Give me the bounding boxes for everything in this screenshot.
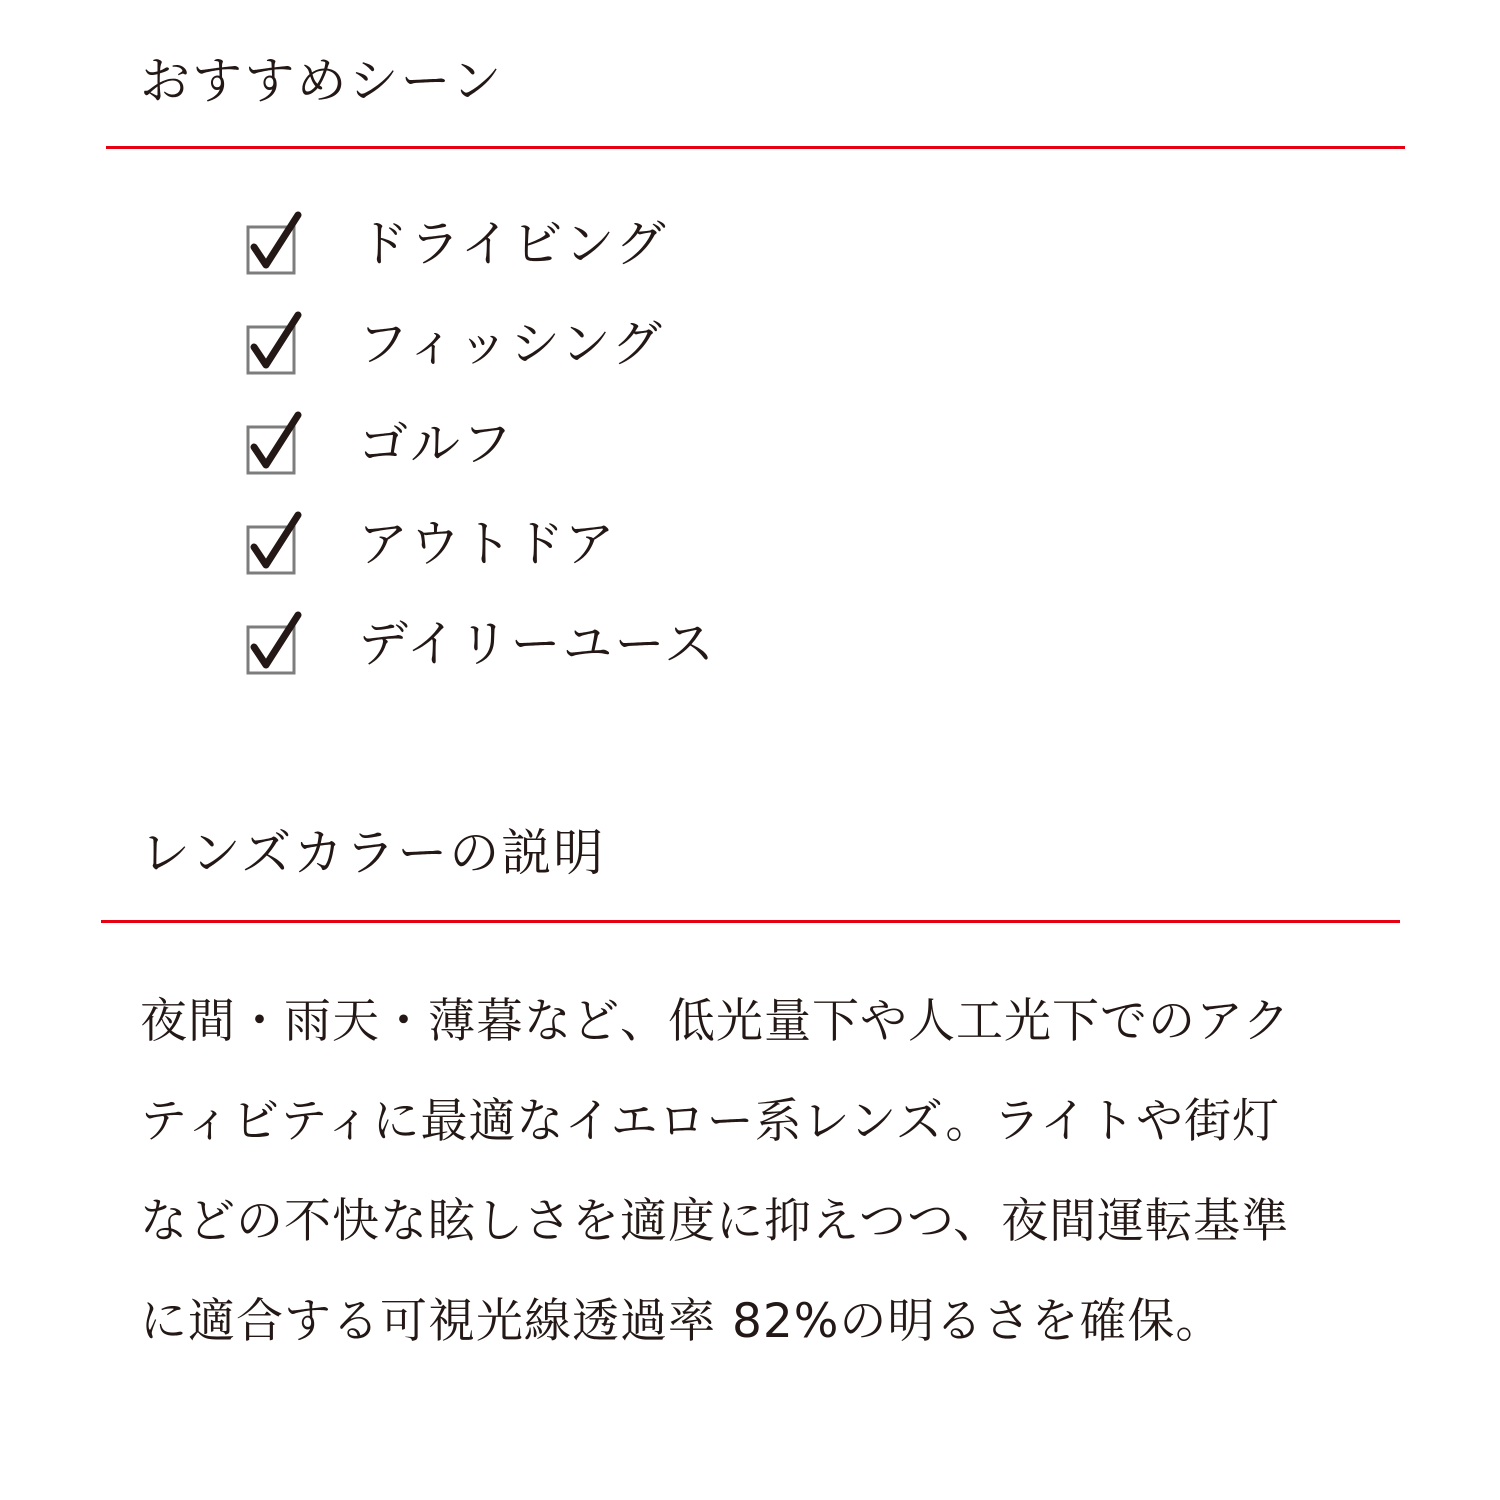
section-title-recommended-scenes: おすすめシーン — [140, 52, 504, 110]
scene-label: フィッシング — [358, 315, 664, 373]
section-title-lens-color: レンズカラーの説明 — [140, 824, 606, 882]
section-divider — [101, 920, 1400, 923]
description-line: ティビティに最適なイエロー系レンズ。ライトや街灯 — [140, 1094, 1281, 1149]
scene-label: ゴルフ — [358, 415, 514, 473]
section-divider — [106, 146, 1405, 149]
checked-checkbox-icon — [246, 521, 298, 573]
checked-checkbox-icon — [246, 321, 298, 373]
lens-description — [140, 972, 1380, 1372]
checked-checkbox-icon — [246, 221, 298, 273]
checked-checkbox-icon — [246, 421, 298, 473]
scene-label: デイリーユース — [358, 615, 716, 673]
scene-label: ドライビング — [358, 215, 668, 273]
description-line: などの不快な眩しさを適度に抑えつつ、夜間運転基準 — [140, 1194, 1290, 1249]
description-line: に適合する可視光線透過率 82%の明るさを確保。 — [140, 1294, 1224, 1349]
description-line: 夜間・雨天・薄暮など、低光量下や人工光下でのアク — [140, 994, 1291, 1049]
checked-checkbox-icon — [246, 621, 298, 673]
scene-label: アウトドア — [358, 515, 617, 573]
